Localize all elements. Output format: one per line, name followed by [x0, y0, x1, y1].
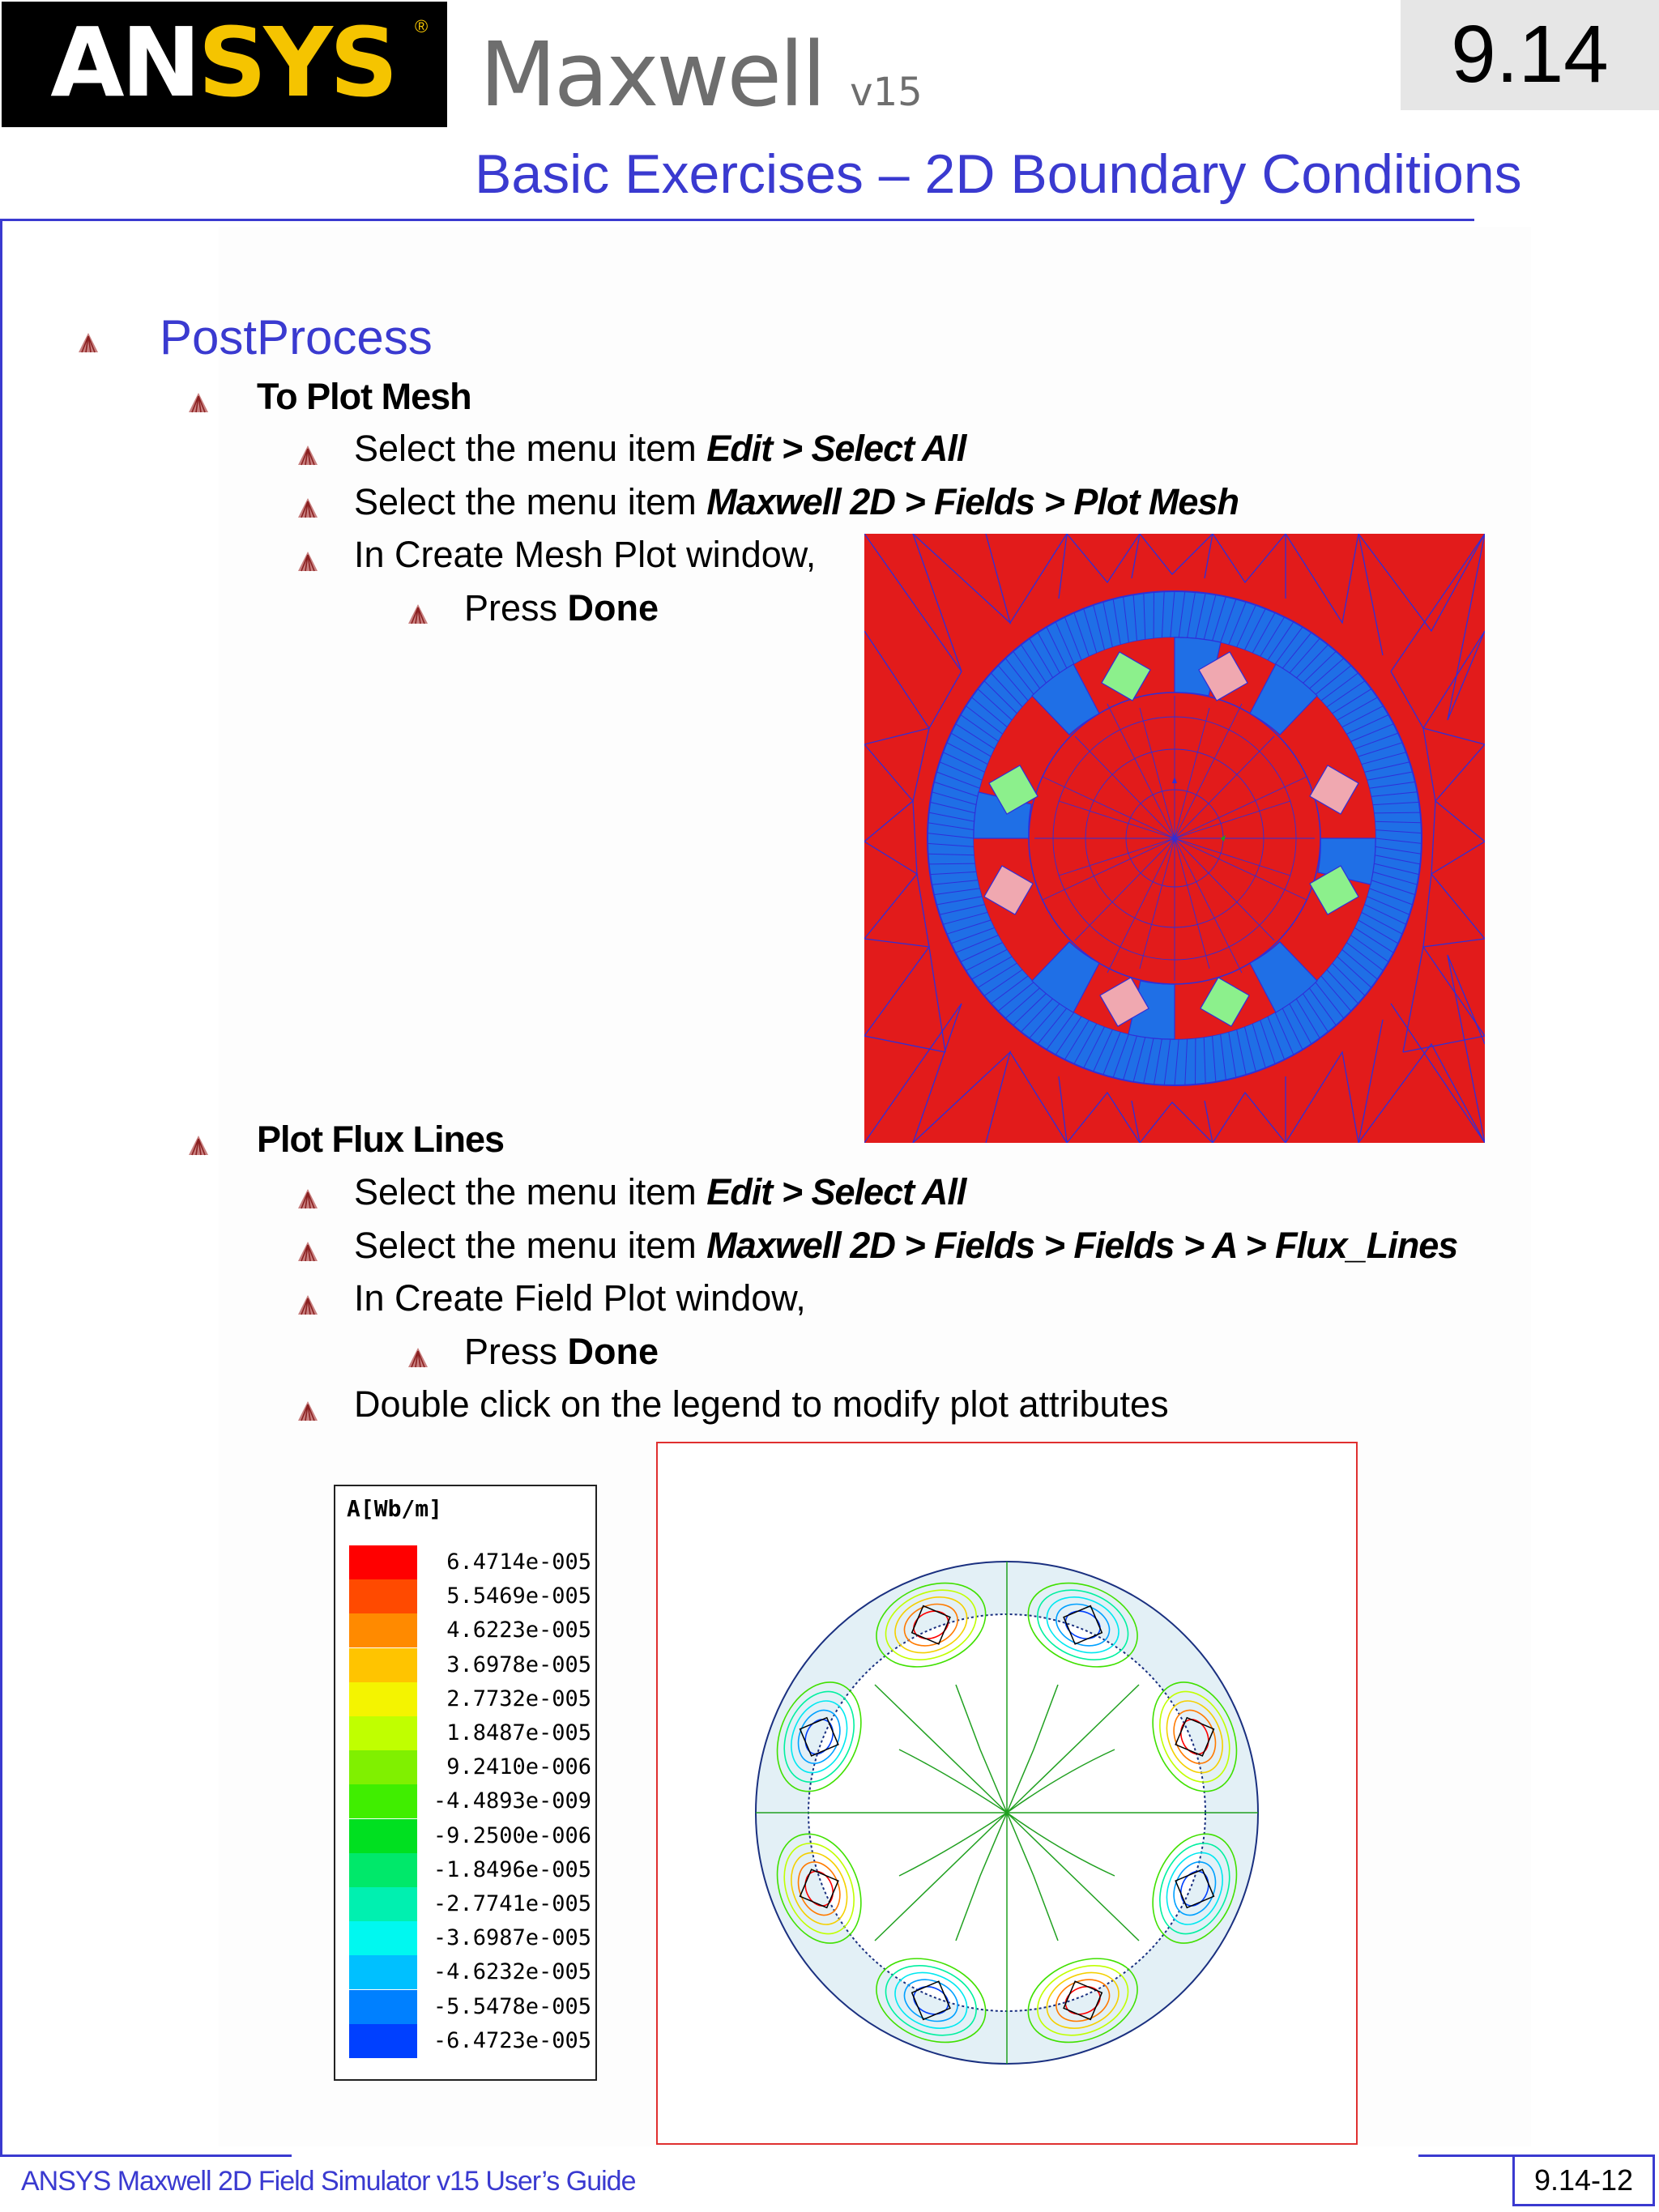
subheading-plot-mesh: To Plot Mesh [257, 376, 471, 417]
legend-swatch [349, 2024, 417, 2058]
menu-path: Maxwell 2D > Fields > Plot Mesh [706, 481, 1239, 522]
legend-swatch [349, 1750, 417, 1784]
menu-path: Maxwell 2D > Fields > Fields > A > Flux_Lines [706, 1225, 1458, 1266]
legend-value: 4.6223e-005 [446, 1617, 591, 1643]
legend-value: -2.7741e-005 [433, 1891, 591, 1916]
subheading-plot-flux: Plot Flux Lines [257, 1119, 505, 1160]
title-divider [0, 219, 1474, 221]
bullet-icon [297, 1241, 318, 1262]
step-text: Press [464, 587, 568, 629]
product-name [480, 23, 923, 126]
legend-value: -6.4723e-005 [433, 2027, 591, 2053]
mesh-step-done [464, 587, 659, 629]
step-text: Select the menu item [354, 1225, 707, 1266]
mesh-step-window: In Create Mesh Plot window, [354, 534, 817, 575]
registered-mark: ® [415, 16, 429, 36]
bullet-icon [188, 1135, 209, 1156]
legend-swatch [349, 1853, 417, 1887]
step-text: Select the menu item [354, 1171, 707, 1213]
legend-value: 5.5469e-005 [446, 1583, 591, 1609]
legend-value: -4.6232e-005 [433, 1959, 591, 1985]
flux-step-select-all [354, 1171, 966, 1213]
flux-step-legend: Double click on the legend to modify plot attributes [354, 1383, 1169, 1425]
legend-value: 3.6978e-005 [446, 1652, 591, 1677]
legend-swatch [349, 1682, 417, 1716]
mesh-plot-image [864, 534, 1485, 1143]
legend-value: -3.6987e-005 [433, 1925, 591, 1951]
legend-value: 6.4714e-005 [446, 1549, 591, 1575]
footer-divider-left [0, 2154, 292, 2157]
step-text: Select the menu item [354, 481, 707, 522]
bullet-icon [297, 1188, 318, 1209]
chapter-number: 9.14 [1451, 9, 1609, 100]
legend-swatch [349, 1955, 417, 1989]
bullet-icon [407, 603, 429, 624]
bullet-icon [78, 332, 99, 353]
legend-title: A[Wb/m] [347, 1495, 443, 1522]
bullet-icon [297, 1400, 318, 1421]
legend-swatch [349, 1887, 417, 1921]
action-label: Done [567, 587, 659, 629]
mesh-step-select-all [354, 428, 966, 470]
product-version: v15 [850, 70, 923, 115]
page-number: 9.14-12 [1533, 2163, 1634, 2197]
legend-value: -1.8496e-005 [433, 1856, 591, 1882]
flux-step-flux-lines [354, 1225, 1457, 1267]
menu-path: Edit > Select All [706, 428, 966, 469]
bullet-icon [188, 392, 209, 413]
legend-swatch [349, 1648, 417, 1682]
legend-swatch [349, 1921, 417, 1955]
legend-swatch [349, 1613, 417, 1647]
legend-swatch [349, 1579, 417, 1613]
flux-lines-image [656, 1442, 1358, 2145]
step-text: Select the menu item [354, 428, 707, 469]
logo-part-an: AN [50, 6, 198, 118]
bullet-icon [407, 1347, 429, 1368]
flux-step-done [464, 1331, 659, 1373]
legend-swatch [349, 1784, 417, 1818]
footer-divider-right [1418, 2154, 1516, 2157]
legend-value: 1.8487e-005 [446, 1720, 591, 1745]
legend-value: -4.4893e-009 [433, 1788, 591, 1814]
product-label: Maxwell [480, 23, 825, 126]
bullet-icon [297, 1294, 318, 1315]
flux-step-window: In Create Field Plot window, [354, 1277, 806, 1319]
mesh-step-plot-mesh [354, 481, 1239, 523]
bullet-icon [297, 497, 318, 518]
section-heading: PostProcess [160, 310, 433, 364]
logo-wordmark [0, 0, 446, 126]
legend-swatch [349, 1716, 417, 1750]
footer-guide-title: ANSYS Maxwell 2D Field Simulator v15 User’s Guide [21, 2166, 636, 2197]
legend-value: 2.7732e-005 [446, 1686, 591, 1711]
bullet-icon [297, 445, 318, 466]
legend-swatch [349, 1545, 417, 1579]
step-text: Press [464, 1331, 568, 1372]
left-border [0, 219, 2, 2156]
page-title: Basic Exercises – 2D Boundary Conditions [475, 143, 1522, 205]
legend-value: -5.5478e-005 [433, 1993, 591, 2019]
menu-path: Edit > Select All [706, 1171, 966, 1213]
action-label: Done [567, 1331, 659, 1372]
legend-value: -9.2500e-006 [433, 1822, 591, 1848]
bullet-icon [297, 551, 318, 572]
legend-swatch [349, 1819, 417, 1853]
logo-part-sys: SYS [198, 6, 395, 118]
legend-value: 9.2410e-006 [446, 1754, 591, 1780]
legend-swatch [349, 1990, 417, 2024]
